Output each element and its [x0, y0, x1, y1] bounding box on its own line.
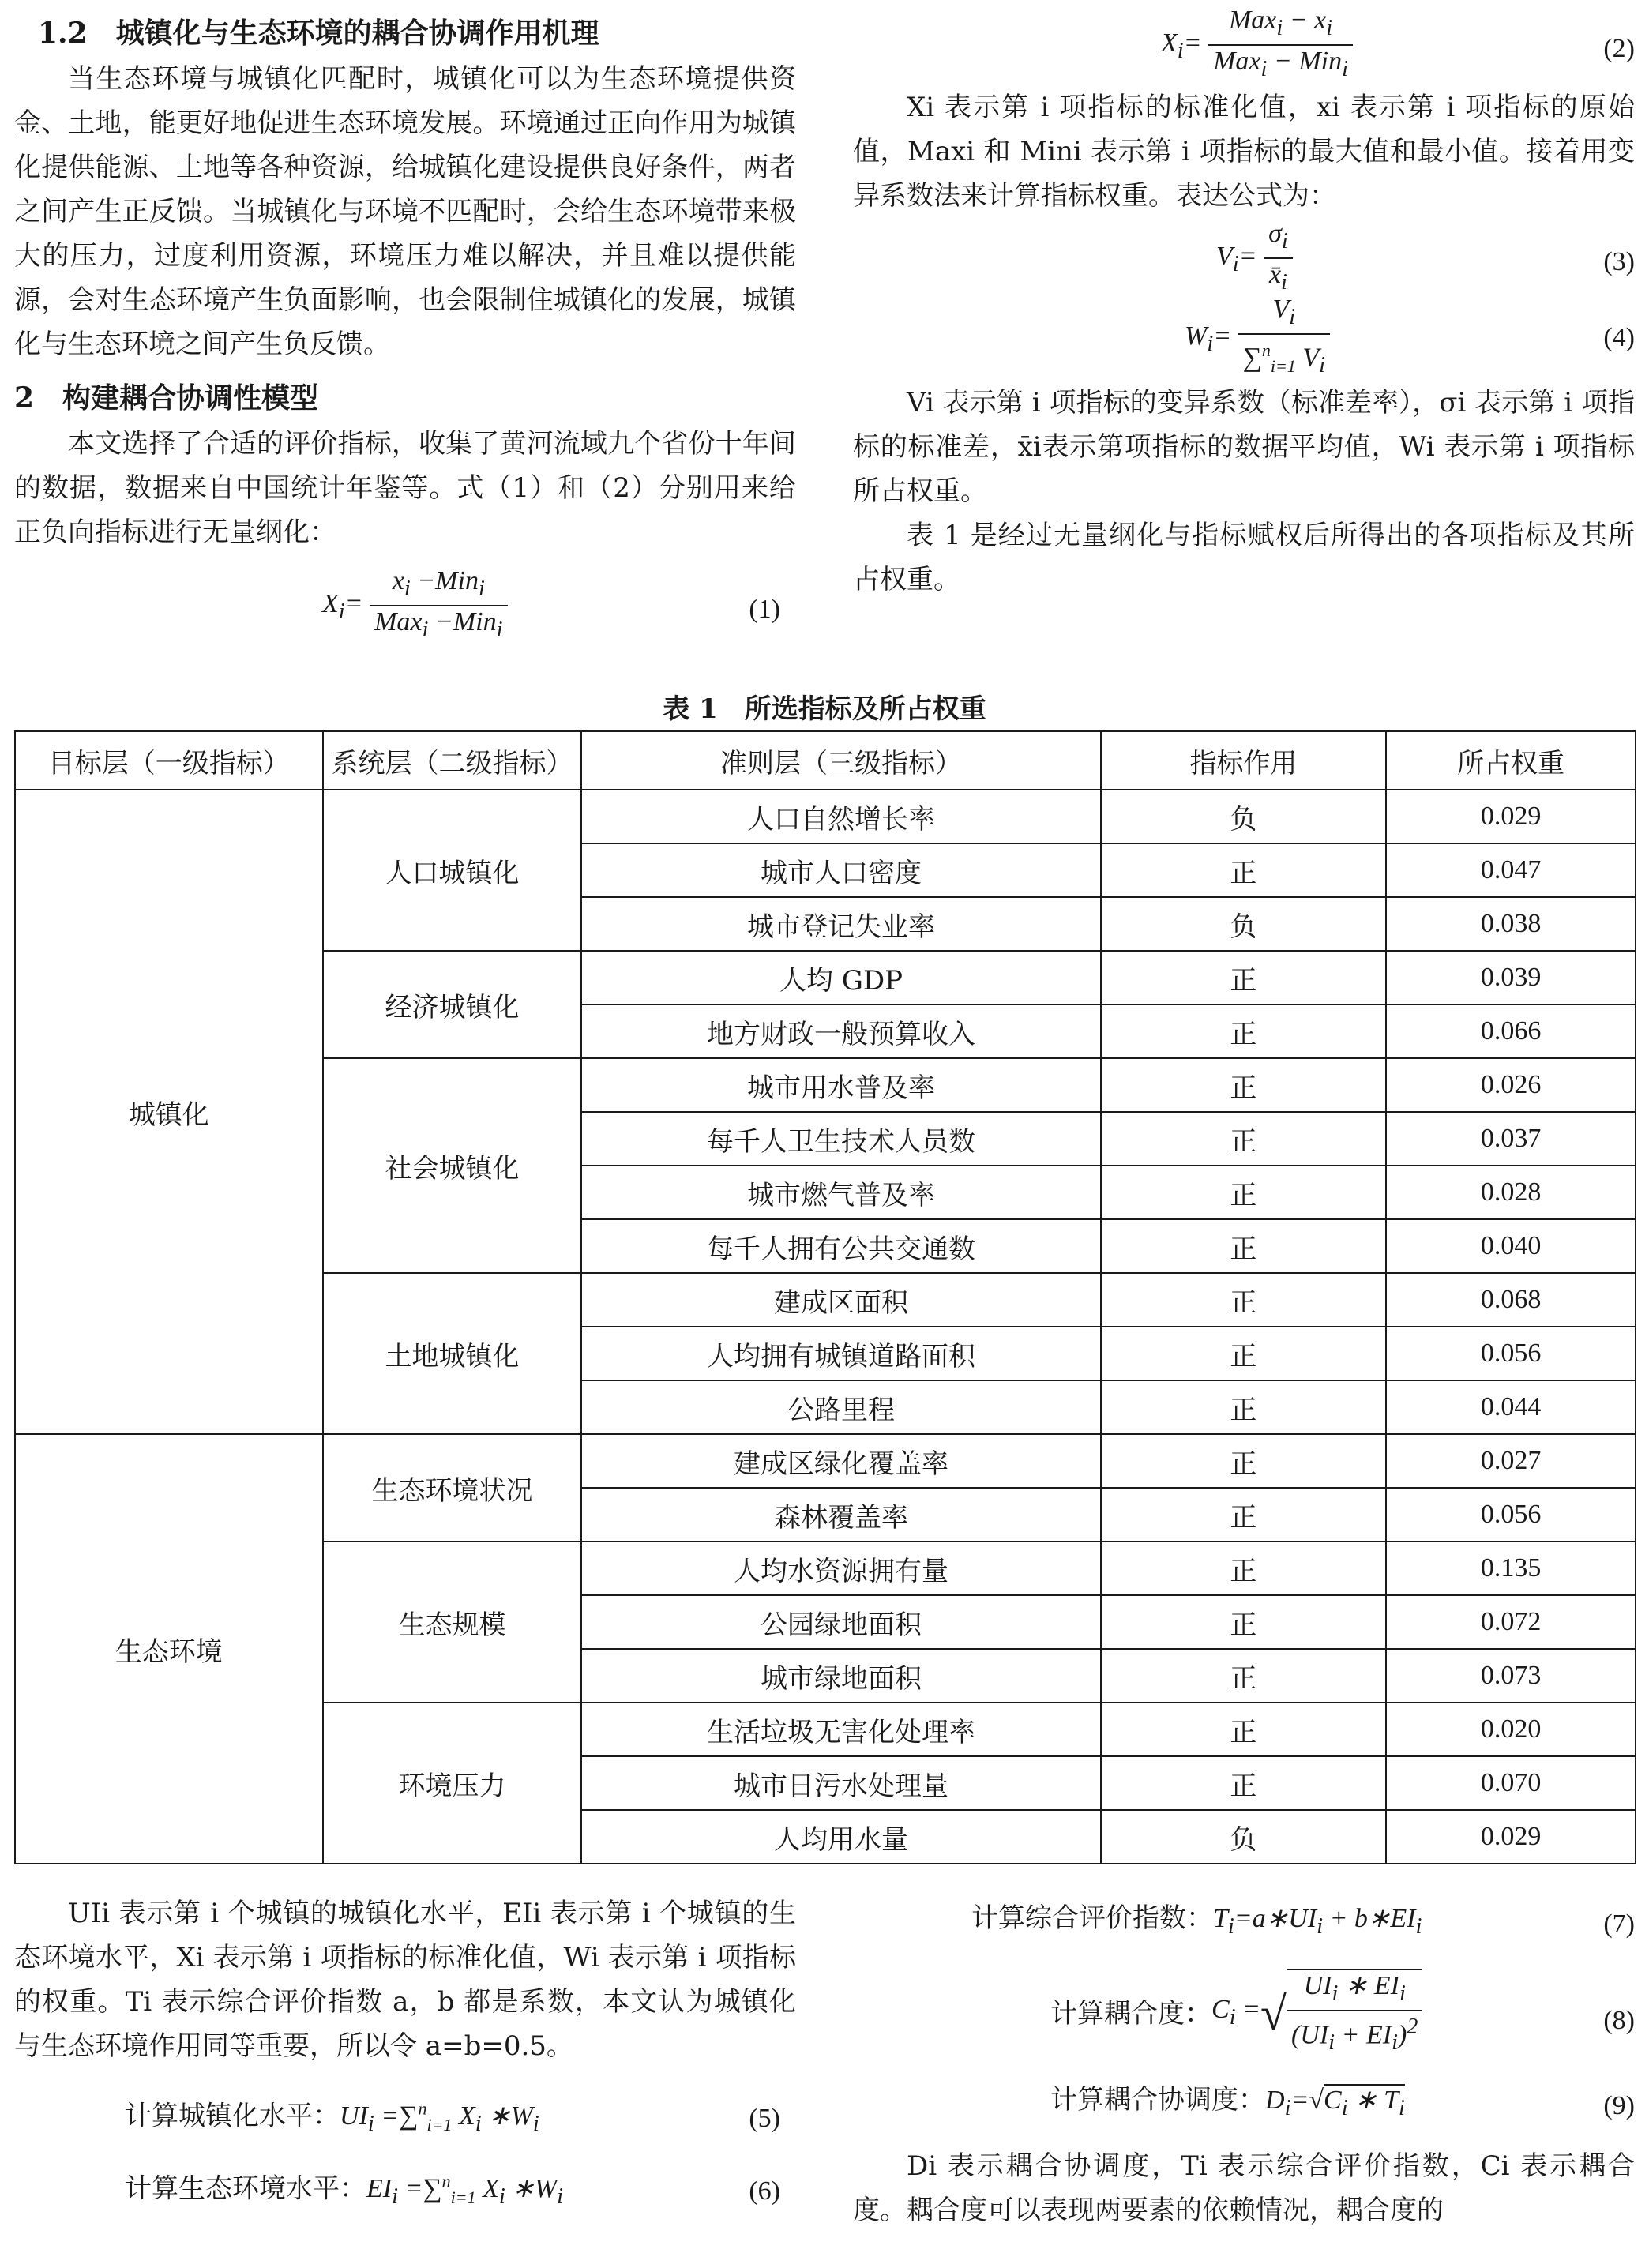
- equation-5-label: 计算城镇化水平：: [125, 2100, 340, 2132]
- target-layer-cell: 城镇化: [15, 790, 323, 1434]
- equation-1: [14, 565, 796, 644]
- criterion-layer-cell: 地方财政一般预算收入: [581, 1004, 1100, 1058]
- header-criterion-layer: 准则层（三级指标）: [581, 731, 1100, 790]
- weight-cell: 0.040: [1386, 1219, 1636, 1273]
- equation-7-label: 计算综合评价指数：: [971, 1902, 1213, 1934]
- equation-8-formula: 计算耦合度：$C_i$ =√ $\frac{UI_i ∗ EI_i}{(UI_i + EI_i)^2}$: [1050, 1969, 1422, 2059]
- criterion-layer-cell: 城市绿地面积: [581, 1649, 1100, 1703]
- section-heading-2: 2 构建耦合协调性模型: [14, 381, 319, 415]
- left-column-top: [14, 9, 796, 644]
- indicator-role-cell: 正: [1101, 1219, 1387, 1273]
- indicator-role-cell: 正: [1101, 1112, 1387, 1166]
- weight-cell: 0.044: [1386, 1380, 1636, 1434]
- equation-3: [853, 218, 1635, 294]
- indicator-role-cell: 正: [1101, 1595, 1387, 1649]
- system-layer-cell: 生态规模: [323, 1541, 582, 1703]
- equation-5-number: (5): [749, 2104, 780, 2133]
- header-target-layer: 目标层（一级指标）: [15, 731, 323, 790]
- weight-cell: 0.135: [1386, 1541, 1636, 1595]
- table-body: [15, 790, 1636, 1864]
- right-column-top: [853, 0, 1635, 602]
- paragraph-weight-explain: Vi 表示第 i 项指标的变异系数（标准差率），σi 表示第 i 项指标的标准差，x̄i表示第项指标的数据平均值，Wi 表示第 i 项指标所占权重。: [853, 387, 1635, 507]
- equation-6-label: 计算生态环境水平：: [125, 2172, 366, 2205]
- indicator-role-cell: 正: [1101, 1004, 1387, 1058]
- criterion-layer-cell: 人均用水量: [581, 1810, 1100, 1864]
- system-layer-cell: 人口城镇化: [323, 790, 582, 951]
- indicator-weight-table: [14, 730, 1636, 1864]
- equation-8-number: (8): [1603, 2006, 1635, 2035]
- equation-6: [14, 2147, 796, 2220]
- criterion-layer-cell: 每千人拥有公共交通数: [581, 1219, 1100, 1273]
- table-header-row: [15, 731, 1636, 790]
- weight-cell: 0.073: [1386, 1649, 1636, 1703]
- paragraph-normalization-explain: Xi 表示第 i 项指标的标准化值，xi 表示第 i 项指标的原始值，Maxi 和 Mini 表示第 i 项指标的最大值和最小值。接着用变异系数法来计算指标权重。表达公式为：: [853, 92, 1635, 212]
- criterion-layer-cell: 每千人卫生技术人员数: [581, 1112, 1100, 1166]
- header-system-layer: 系统层（二级指标）: [323, 731, 582, 790]
- system-layer-cell: 社会城镇化: [323, 1058, 582, 1273]
- equation-7-formula: 计算综合评价指数：$T_i=a∗UI_i$ + $b∗EI_i$: [971, 1902, 1422, 1939]
- weight-cell: 0.029: [1386, 790, 1636, 843]
- weight-cell: 0.020: [1386, 1703, 1636, 1756]
- equation-1-formula: $X_i=$ $\frac{x_i -Min_i}{Max_i -Min_i}$: [322, 565, 508, 646]
- criterion-layer-cell: 生活垃圾无害化处理率: [581, 1703, 1100, 1756]
- equation-1-number: (1): [749, 595, 780, 624]
- indicator-role-cell: 正: [1101, 843, 1387, 897]
- criterion-layer-cell: 人均 GDP: [581, 951, 1100, 1004]
- equation-3-number: (3): [1603, 247, 1635, 276]
- criterion-layer-cell: 城市日污水处理量: [581, 1756, 1100, 1810]
- indicator-role-cell: 正: [1101, 1541, 1387, 1595]
- weight-cell: 0.028: [1386, 1166, 1636, 1219]
- right-column-bottom: [853, 1891, 1635, 2232]
- indicator-role-cell: 负: [1101, 897, 1387, 951]
- weight-cell: 0.037: [1386, 1112, 1636, 1166]
- equation-9: [853, 2073, 1635, 2144]
- weight-cell: 0.056: [1386, 1488, 1636, 1541]
- indicator-role-cell: 正: [1101, 1434, 1387, 1488]
- equation-9-label: 计算耦合协调度：: [1050, 2084, 1265, 2116]
- section-heading-1-2: 1.2 城镇化与生态环境的耦合协调作用机理: [38, 17, 599, 50]
- equation-5: [14, 2075, 796, 2147]
- criterion-layer-cell: 建成区面积: [581, 1273, 1100, 1327]
- weight-cell: 0.068: [1386, 1273, 1636, 1327]
- criterion-layer-cell: 城市人口密度: [581, 843, 1100, 897]
- equation-2-formula: $X_i=$ $\frac{Max_i - x_i}{Max_i - Min_i}$: [1161, 5, 1353, 85]
- indicator-role-cell: 正: [1101, 951, 1387, 1004]
- equation-7-number: (7): [1603, 1909, 1635, 1939]
- criterion-layer-cell: 公园绿地面积: [581, 1595, 1100, 1649]
- indicator-role-cell: 正: [1101, 1380, 1387, 1434]
- equation-6-number: (6): [749, 2176, 780, 2206]
- weight-cell: 0.056: [1386, 1327, 1636, 1380]
- indicator-role-cell: 正: [1101, 1273, 1387, 1327]
- criterion-layer-cell: 城市燃气普及率: [581, 1166, 1100, 1219]
- equation-2: [853, 0, 1635, 85]
- indicator-role-cell: 正: [1101, 1703, 1387, 1756]
- system-layer-cell: 土地城镇化: [323, 1273, 582, 1434]
- indicator-role-cell: 负: [1101, 1810, 1387, 1864]
- criterion-layer-cell: 城市登记失业率: [581, 897, 1100, 951]
- equation-4: [853, 294, 1635, 381]
- header-indicator-role: 指标作用: [1101, 731, 1387, 790]
- criterion-layer-cell: 人均水资源拥有量: [581, 1541, 1100, 1595]
- equation-2-number: (2): [1603, 34, 1635, 63]
- weight-cell: 0.039: [1386, 951, 1636, 1004]
- system-layer-cell: 经济城镇化: [323, 951, 582, 1058]
- equation-8-label: 计算耦合度：: [1050, 1997, 1211, 2030]
- weight-cell: 0.038: [1386, 897, 1636, 951]
- indicator-role-cell: 正: [1101, 1649, 1387, 1703]
- target-layer-cell: 生态环境: [15, 1434, 323, 1864]
- weight-cell: 0.027: [1386, 1434, 1636, 1488]
- weight-cell: 0.029: [1386, 1810, 1636, 1864]
- indicator-role-cell: 正: [1101, 1327, 1387, 1380]
- system-layer-cell: 环境压力: [323, 1703, 582, 1864]
- criterion-layer-cell: 建成区绿化覆盖率: [581, 1434, 1100, 1488]
- equation-8: [853, 1962, 1635, 2073]
- indicator-role-cell: 正: [1101, 1488, 1387, 1541]
- left-column-bottom: [14, 1891, 796, 2220]
- system-layer-cell: 生态环境状况: [323, 1434, 582, 1541]
- equation-9-formula: 计算耦合协调度：$D_i=√C_i$ ∗ $T_i$: [1050, 2084, 1405, 2120]
- equation-4-number: (4): [1603, 323, 1635, 352]
- equation-5-formula: 计算城镇化水平：$UI_i =\sum^n_{i=1}$ $X_i$ $∗W_i$: [125, 2099, 539, 2137]
- table-row: [15, 790, 1636, 843]
- indicator-role-cell: 正: [1101, 1166, 1387, 1219]
- table-caption: 表 1 所选指标及所占权重: [663, 693, 986, 725]
- weight-cell: 0.047: [1386, 843, 1636, 897]
- weight-cell: 0.026: [1386, 1058, 1636, 1112]
- equation-6-formula: 计算生态环境水平：$EI_i =\sum^n_{i=1}$ $X_i$ $∗W_i$: [125, 2172, 563, 2210]
- indicator-role-cell: 正: [1101, 1756, 1387, 1810]
- criterion-layer-cell: 人均拥有城镇道路面积: [581, 1327, 1100, 1380]
- header-weight: 所占权重: [1386, 731, 1636, 790]
- weight-cell: 0.066: [1386, 1004, 1636, 1058]
- weight-cell: 0.070: [1386, 1756, 1636, 1810]
- paragraph-table-intro: 表 1 是经过无量纲化与指标赋权后所得出的各项指标及其所占权重。: [853, 520, 1635, 595]
- criterion-layer-cell: 城市用水普及率: [581, 1058, 1100, 1112]
- equation-4-formula: $W_i=$ $\frac{V_i}{\sum^n_{i=1} V_i}$: [1185, 294, 1330, 382]
- indicator-role-cell: 负: [1101, 790, 1387, 843]
- table-row: [15, 1434, 1636, 1488]
- equation-7: [853, 1891, 1635, 1962]
- criterion-layer-cell: 人口自然增长率: [581, 790, 1100, 843]
- paragraph-model-intro: 本文选择了合适的评价指标，收集了黄河流域九个省份十年间的数据，数据来自中国统计年鉴等。式（1）和（2）分别用来给正负向指标进行无量纲化：: [14, 428, 796, 548]
- paragraph-coupling-explain: Di 表示耦合协调度，Ti 表示综合评价指数，Ci 表示耦合度。耦合度可以表现两要素的依赖情况，耦合度的: [853, 2150, 1635, 2226]
- criterion-layer-cell: 森林覆盖率: [581, 1488, 1100, 1541]
- weight-cell: 0.072: [1386, 1595, 1636, 1649]
- paragraph-variables-explain: UIi 表示第 i 个城镇的城镇化水平，EIi 表示第 i 个城镇的生态环境水平，Xi 表示第 i 项指标的标准化值，Wi 表示第 i 项指标的权重。Ti 表示综合评价指数 a，b 都是系数，本文认为城镇化与生态环境作用同等重要，所以令 a=b=0.5。: [14, 1898, 796, 2062]
- paragraph-mechanism: 当生态环境与城镇化匹配时，城镇化可以为生态环境提供资金、土地，能更好地促进生态环境发展。环境通过正向作用为城镇化提供能源、土地等各种资源，给城镇化建设提供良好条件，两者之间产生正反馈。当城镇化与环境不匹配时，会给生态环境带来极大的压力，过度利用资源，环境压力难以解决，并且难以提供能源，会对生态环境产生负面影响，也会限制住城镇化的发展，城镇化与生态环境之间产生负反馈。: [14, 63, 796, 360]
- equation-3-formula: $V_i=$ $\frac{\sigma_i}{x̄_i}$: [1216, 218, 1293, 299]
- equation-9-number: (9): [1603, 2091, 1635, 2120]
- criterion-layer-cell: 公路里程: [581, 1380, 1100, 1434]
- indicator-role-cell: 正: [1101, 1058, 1387, 1112]
